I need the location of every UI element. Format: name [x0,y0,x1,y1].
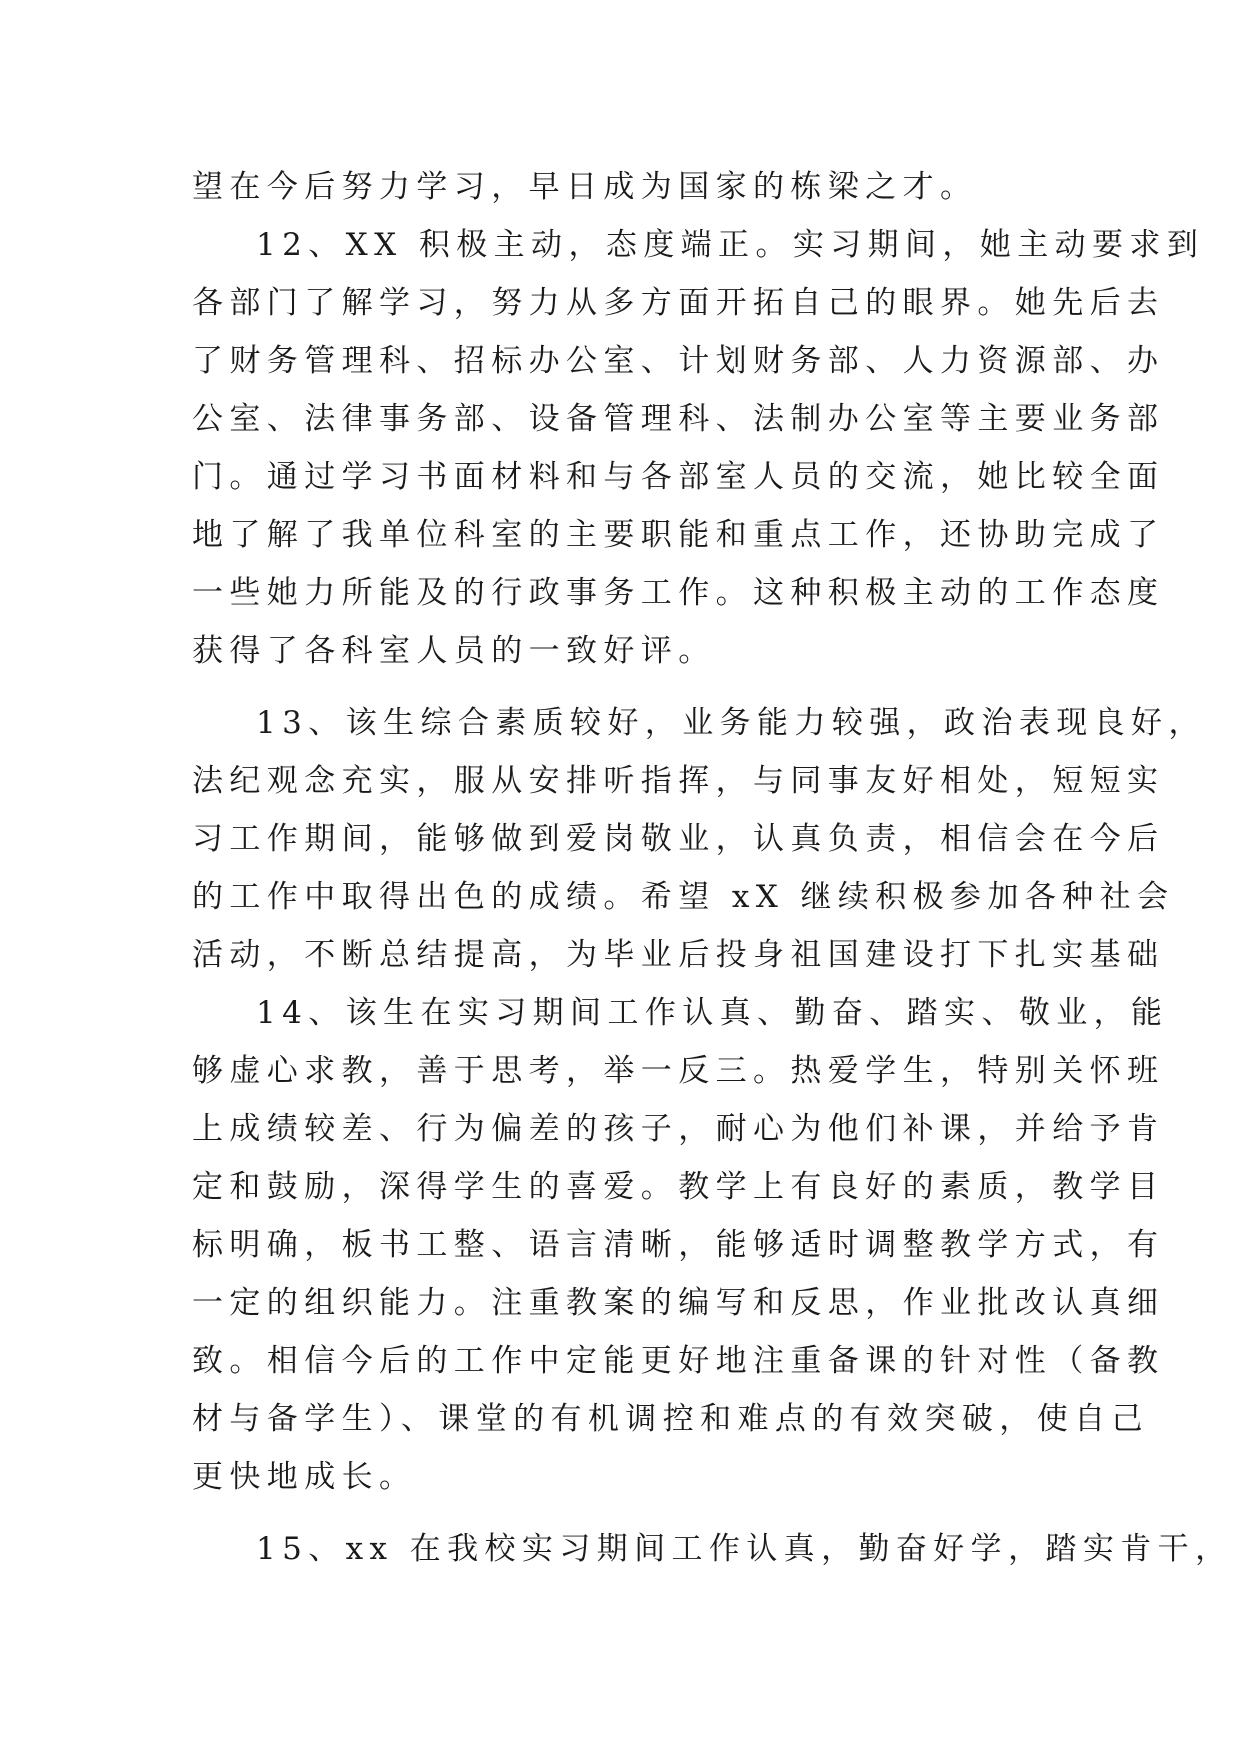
paragraph-14 [192,984,1169,1506]
paragraph-11-tail [192,158,1052,216]
text-line: 法纪观念充实，服从安排听指挥，与同事友好相处，短短实 [192,763,1165,799]
text-line: 望在今后努力学习，早日成为国家的栋梁之才。 [192,169,978,205]
text-line: 致。相信今后的工作中定能更好地注重备课的针对性（备教 [192,1343,1165,1379]
text-line: 13、该生综合素质较好，业务能力较强，政治表现良好， [256,705,1206,741]
text-line: 活动，不断总结提高，为毕业后投身祖国建设打下扎实基础 [192,937,1165,973]
text-line: 够虚心求教，善于思考，举一反三。热爱学生，特别关怀班 [192,1053,1165,1089]
document-body [192,158,1233,1578]
text-line: 门。通过学习书面材料和与各部室人员的交流，她比较全面 [192,459,1165,495]
paragraph-15 [192,1520,1233,1578]
text-line: 习工作期间，能够做到爱岗敬业，认真负责，相信会在今后 [192,821,1165,857]
text-line: 各部门了解学习，努力从多方面开拓自己的眼界。她先后去 [192,285,1165,321]
text-line: 公室、法律事务部、设备管理科、法制办公室等主要业务部 [192,401,1165,437]
text-line: 更快地成长。 [192,1459,417,1495]
text-line: 15、xx 在我校实习期间工作认真，勤奋好学，踏实肯干， [256,1531,1233,1567]
text-line: 了财务管理科、招标办公室、计划财务部、人力资源部、办 [192,343,1165,379]
text-line: 标明确，板书工整、语言清晰，能够适时调整教学方式，有 [192,1227,1165,1263]
text-line: 12、XX 积极主动，态度端正。实习期间，她主动要求到 [256,227,1205,263]
text-line: 获得了各科室人员的一致好评。 [192,633,716,669]
text-line: 一定的组织能力。注重教案的编写和反思，作业批改认真细 [192,1285,1165,1321]
text-line: 材与备学生）、课堂的有机调控和难点的有效突破，使自己 [192,1401,1149,1437]
text-line: 地了解了我单位科室的主要职能和重点工作，还协助完成了 [192,517,1165,553]
text-line: 定和鼓励，深得学生的喜爱。教学上有良好的素质，教学目 [192,1169,1165,1205]
text-line: 一些她力所能及的行政事务工作。这种积极主动的工作态度 [192,575,1165,611]
paragraph-12 [192,216,1205,680]
text-line: 的工作中取得出色的成绩。希望 xX 继续积极参加各种社会 [192,879,1175,915]
paragraph-13 [192,694,1206,984]
text-line: 上成绩较差、行为偏差的孩子，耐心为他们补课，并给予肯 [192,1111,1165,1147]
text-line: 14、该生在实习期间工作认真、勤奋、踏实、敬业，能 [256,995,1169,1031]
